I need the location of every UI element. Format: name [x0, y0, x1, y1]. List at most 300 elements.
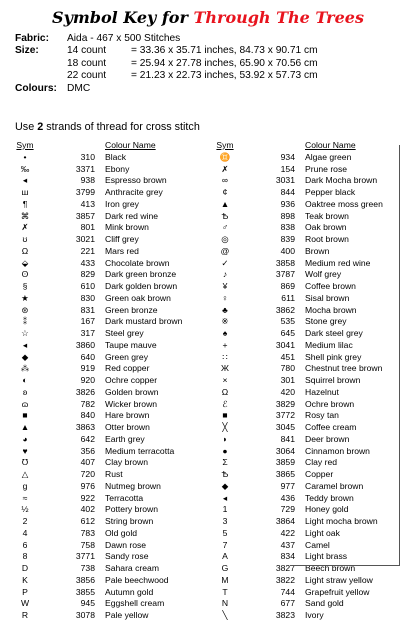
symbol: ⌘ [20, 210, 30, 221]
key-row [10, 269, 205, 281]
dmc-number: 831 [80, 304, 95, 315]
header-dmc [240, 140, 305, 152]
page-title [0, 8, 416, 27]
colour-name: Espresso brown [105, 175, 167, 186]
symbol: Ѣ [221, 469, 229, 479]
symbol: 6 [22, 539, 28, 550]
symbol: D [21, 563, 29, 573]
dmc-number: 729 [280, 504, 295, 515]
symbol: 2 [22, 516, 28, 526]
symbol: ■ [222, 410, 228, 421]
dmc-number: 977 [280, 480, 295, 491]
key-row [210, 540, 415, 552]
strand-instruction: Use 2 strands of thread for cross stitch [15, 121, 200, 133]
symbol: ⬙ [21, 257, 29, 268]
key-row [10, 363, 205, 375]
key-row [210, 293, 415, 305]
key-row [10, 446, 205, 458]
dmc-number: 420 [280, 386, 295, 397]
colour-name: Green grey [105, 351, 148, 362]
colour-name: Nutmeg brown [105, 480, 161, 491]
symbol: + [222, 339, 228, 350]
colour-name: Prune rose [305, 163, 348, 174]
colour-name: Ochre brown [305, 398, 355, 409]
dmc-number: 3045 [275, 422, 295, 432]
colours-row [15, 83, 318, 95]
key-row [10, 551, 205, 563]
colour-name: Mink brown [105, 222, 149, 233]
dmc-number: 3826 [75, 386, 95, 397]
symbol: ☆ [21, 328, 29, 338]
colour-name: Hazelnut [305, 386, 339, 397]
key-row [210, 222, 415, 234]
divider-vertical [399, 145, 400, 565]
dmc-number: 437 [280, 539, 295, 550]
symbol: ɷ [21, 398, 29, 409]
dmc-number: 310 [80, 151, 95, 162]
colour-name: Autumn gold [105, 586, 154, 597]
symbol: △ [21, 469, 29, 479]
key-row [210, 246, 415, 258]
symbol: G [221, 563, 229, 573]
key-row [210, 422, 415, 434]
key-row [210, 575, 415, 587]
colour-name: Algae green [305, 151, 352, 162]
colour-name: Hare brown [105, 410, 150, 421]
key-row [210, 516, 415, 528]
symbol: P [22, 586, 28, 597]
colour-name: Chestnut tree brown [305, 363, 383, 374]
colour-name: Light mocha brown [305, 516, 378, 526]
key-row [10, 469, 205, 481]
dmc-number: 645 [280, 328, 295, 338]
key-row [10, 410, 205, 422]
dmc-number: 356 [80, 445, 95, 456]
colour-name: Dark green bronze [105, 269, 177, 280]
key-row [210, 211, 415, 223]
size-label: Size: [15, 45, 39, 57]
colour-name: Ebony [105, 163, 130, 174]
colour-name: Clay brown [105, 457, 148, 468]
key-row [10, 434, 205, 446]
dmc-number: 844 [280, 187, 295, 197]
colour-name: Chocolate brown [105, 257, 170, 268]
dmc-number: 167 [80, 316, 95, 327]
dmc-number: 433 [80, 257, 95, 268]
dmc-number: 3078 [75, 610, 95, 620]
colour-name: Dark Mocha brown [305, 175, 378, 186]
key-row [10, 540, 205, 552]
key-row [210, 528, 415, 540]
dmc-number: 3860 [75, 339, 95, 350]
symbol: N [221, 598, 229, 609]
title-part2: Through The Trees [193, 8, 364, 27]
symbol: ◆ [221, 480, 229, 491]
symbol: ʊ [22, 234, 28, 244]
symbol: ♂ [221, 222, 229, 233]
key-row [10, 387, 205, 399]
dmc-number: 840 [80, 410, 95, 421]
symbol: ★ [21, 292, 29, 303]
dmc-number: 839 [280, 234, 295, 244]
dmc-number: 3827 [275, 563, 295, 573]
dmc-number: 413 [80, 198, 95, 209]
dmc-number: 3865 [275, 469, 295, 479]
dmc-number: 829 [80, 269, 95, 280]
key-row [10, 516, 205, 528]
size-row-22 [15, 70, 318, 82]
title-part1: Symbol Key for [52, 8, 188, 27]
dmc-number: 3864 [275, 516, 295, 526]
dmc-number: 3772 [275, 410, 295, 421]
dmc-number: 838 [280, 222, 295, 233]
key-row [210, 493, 415, 505]
colour-name: Medium red wine [305, 257, 371, 268]
symbol: ♀ [221, 292, 229, 303]
fabric-info [15, 33, 318, 95]
dmc-number: 934 [280, 151, 295, 162]
symbol: ½ [21, 504, 29, 515]
dmc-number: 938 [80, 175, 95, 186]
symbol: ● [222, 445, 228, 456]
colour-name: Mars red [105, 245, 139, 256]
colour-name: Light oak [305, 527, 340, 538]
dmc-number: 3857 [75, 210, 95, 221]
symbol: 8 [22, 551, 28, 562]
symbol: Ж [221, 363, 229, 374]
colour-name: Clay red [305, 457, 337, 468]
size-14: 14 count = 33.36 x 35.71 inches, 84.73 x 90.71 cm [67, 45, 318, 57]
fabric-value: Aida - 467 x 500 Stitches [67, 33, 181, 44]
size-row-18 [15, 58, 318, 70]
dmc-number: 436 [280, 492, 295, 503]
key-row [10, 598, 205, 610]
colour-name: Sandy rose [105, 551, 149, 562]
dmc-number: 3021 [75, 234, 95, 244]
symbol-key-right [210, 140, 415, 622]
dmc-number: 945 [80, 598, 95, 609]
colour-name: Dark golden brown [105, 281, 178, 291]
colour-name: Copper [305, 469, 334, 479]
colour-name: Dark steel grey [305, 328, 363, 338]
symbol: ♠ [222, 328, 228, 338]
dmc-number: 744 [280, 586, 295, 597]
symbol: Ѣ [221, 210, 229, 221]
key-row [210, 199, 415, 211]
dmc-number: 3856 [75, 574, 95, 585]
symbol: Ω [221, 386, 229, 397]
dmc-number: 782 [80, 398, 95, 409]
key-row [10, 152, 205, 164]
size-22: 22 count = 21.23 x 22.73 inches, 53.92 x 57.73 cm [67, 70, 318, 82]
symbol: 7 [222, 539, 228, 550]
dmc-number: 920 [80, 375, 95, 385]
colour-name: Otter brown [105, 422, 150, 432]
symbol: ∞ [221, 175, 229, 186]
key-row [10, 246, 205, 258]
symbol: 3 [222, 516, 228, 526]
key-row [10, 234, 205, 246]
key-row [10, 399, 205, 411]
key-row [10, 328, 205, 340]
dmc-number: 535 [280, 316, 295, 327]
key-row [210, 387, 415, 399]
colour-name: Brown [305, 245, 330, 256]
colour-name: Rosy tan [305, 410, 339, 421]
key-row [210, 410, 415, 422]
key-row [10, 305, 205, 317]
symbol: W [20, 598, 30, 609]
size-row [15, 45, 318, 57]
symbol: g [22, 480, 28, 491]
symbol: R [21, 610, 29, 620]
symbol: T [222, 586, 228, 597]
symbol: × [222, 375, 228, 385]
key-row [210, 610, 415, 622]
key-row [10, 610, 205, 622]
dmc-number: 3787 [275, 269, 295, 280]
symbol: ¥ [222, 281, 228, 291]
symbol: ¢ [222, 187, 228, 197]
key-row [210, 352, 415, 364]
key-row [210, 469, 415, 481]
dmc-number: 3862 [275, 304, 295, 315]
dmc-number: 611 [281, 292, 295, 303]
symbol: 5 [222, 527, 228, 538]
dmc-number: 3371 [75, 163, 95, 174]
dmc-number: 3799 [75, 187, 95, 197]
key-row [210, 375, 415, 387]
symbol: Σ [222, 457, 228, 468]
symbol: ℧ [21, 457, 29, 468]
colour-name: Beech brown [305, 563, 356, 573]
key-row [210, 187, 415, 199]
dmc-number: 642 [80, 433, 95, 444]
header-sym: Sym [216, 140, 234, 150]
colour-name: Pepper black [305, 187, 356, 197]
dmc-number: 3041 [275, 339, 295, 350]
colour-name: Deer brown [305, 433, 350, 444]
colour-name: Old gold [105, 527, 138, 538]
key-row [10, 211, 205, 223]
colour-name: Oaktree moss green [305, 198, 383, 209]
symbol: ⁑ [22, 316, 28, 327]
strand-count: 2 [37, 121, 44, 133]
symbol: ⊛ [21, 304, 29, 315]
dmc-number: 317 [80, 328, 95, 338]
key-row [10, 422, 205, 434]
colour-name: Root brown [305, 234, 349, 244]
dmc-number: 3863 [75, 422, 95, 432]
colour-name: Wicker brown [105, 398, 158, 409]
colour-name: Grapefruit yellow [305, 586, 370, 597]
symbol: ╲ [222, 610, 228, 620]
dmc-number: 919 [80, 363, 95, 374]
colour-name: Pale beechwood [105, 574, 169, 585]
key-row [210, 504, 415, 516]
colour-name: Stone grey [305, 316, 347, 327]
key-row [210, 434, 415, 446]
dmc-number: 758 [80, 539, 95, 550]
symbol: ¶ [22, 198, 28, 209]
header-colour-name: Colour Name [305, 140, 356, 150]
key-row [10, 293, 205, 305]
dmc-number: 801 [80, 222, 95, 233]
key-row [10, 164, 205, 176]
key-row [210, 269, 415, 281]
key-row [10, 187, 205, 199]
symbol: ‰ [20, 163, 30, 174]
symbol: ▲ [220, 198, 230, 209]
dmc-number: 738 [80, 563, 95, 573]
symbol: ■ [22, 410, 28, 421]
dmc-number: 830 [80, 292, 95, 303]
key-row [210, 305, 415, 317]
dmc-number: 841 [280, 433, 295, 444]
dmc-number: 3858 [275, 257, 295, 268]
colour-name: Light brass [305, 551, 348, 562]
dmc-number: 898 [280, 210, 295, 221]
dmc-number: 780 [280, 363, 295, 374]
dmc-number: 834 [280, 551, 295, 562]
fabric-label: Fabric: [15, 33, 49, 44]
colour-name: Teak brown [305, 210, 349, 221]
symbol: ш [21, 187, 29, 197]
key-row [210, 152, 415, 164]
colour-name: Shell pink grey [305, 351, 362, 362]
colour-name: Taupe mauve [105, 339, 157, 350]
dmc-number: 400 [280, 245, 295, 256]
symbol: 1 [222, 504, 228, 515]
colour-name: Pale yellow [105, 610, 149, 620]
key-row [210, 258, 415, 270]
colour-name: Sahara cream [105, 563, 159, 573]
key-row [10, 457, 205, 469]
key-row [10, 493, 205, 505]
dmc-number: 783 [80, 527, 95, 538]
symbol: § [22, 281, 28, 291]
key-row [210, 328, 415, 340]
key-row [210, 446, 415, 458]
symbol: ♣ [222, 304, 228, 315]
key-row [10, 281, 205, 293]
symbol: ≈ [22, 492, 28, 503]
key-row [210, 598, 415, 610]
colour-name: Iron grey [105, 198, 139, 209]
symbol: ∷ [222, 351, 228, 362]
dmc-number: 640 [80, 351, 95, 362]
symbol: ◕ [22, 433, 28, 444]
colour-name: Ivory [305, 610, 324, 620]
colour-name: Ochre copper [105, 375, 158, 385]
key-row [10, 481, 205, 493]
symbol: ♪ [222, 269, 228, 280]
dmc-number: 3855 [75, 586, 95, 597]
symbol: ◐ [22, 375, 28, 385]
symbol: ♊ [219, 151, 231, 162]
symbol: A [222, 551, 228, 562]
key-row [10, 528, 205, 540]
key-row [210, 164, 415, 176]
key-row [10, 316, 205, 328]
colour-name: Golden brown [105, 386, 159, 397]
colour-name: Honey gold [305, 504, 349, 515]
symbol: ♥ [22, 445, 28, 456]
header-colour-name: Colour Name [105, 140, 156, 150]
symbol: 4 [22, 527, 28, 538]
symbol: ◂ [22, 339, 28, 350]
symbol: ⁂ [20, 363, 30, 374]
colour-name: Red copper [105, 363, 150, 374]
dmc-number: 3031 [275, 175, 295, 186]
key-row [210, 316, 415, 328]
symbol: ✗ [221, 163, 229, 174]
symbol: ◗ [222, 433, 228, 444]
colour-name: Sand gold [305, 598, 344, 609]
colour-name: Light straw yellow [305, 574, 373, 585]
colour-name: Green oak brown [105, 292, 171, 303]
symbol: ✗ [21, 222, 29, 233]
symbol: ʚ [22, 386, 28, 397]
key-row [10, 222, 205, 234]
key-row [10, 175, 205, 187]
header-sym: Sym [16, 140, 34, 150]
colour-name: Wolf grey [305, 269, 342, 280]
dmc-number: 869 [280, 281, 295, 291]
key-row [210, 281, 415, 293]
symbol: ▲ [20, 422, 30, 432]
colour-name: Steel grey [105, 328, 144, 338]
colour-name: Mocha brown [305, 304, 357, 315]
dmc-number: 154 [280, 163, 295, 174]
colour-name: Teddy brown [305, 492, 354, 503]
colour-name: Green bronze [105, 304, 158, 315]
symbol: ʘ [21, 269, 29, 280]
header-dmc [40, 140, 105, 152]
colour-name: Cliff grey [105, 234, 139, 244]
colour-name: Eggshell cream [105, 598, 165, 609]
key-header [210, 140, 415, 152]
colour-name: Coffee brown [305, 281, 356, 291]
key-row [10, 575, 205, 587]
divider-horizontal [290, 565, 400, 566]
colour-name: Earth grey [105, 433, 145, 444]
key-row [10, 587, 205, 599]
key-row [210, 551, 415, 563]
fabric-row [15, 33, 318, 45]
dmc-number: 301 [280, 375, 295, 385]
key-row [10, 352, 205, 364]
key-row [210, 363, 415, 375]
colour-name: Rust [105, 469, 123, 479]
symbol: ◂ [222, 492, 228, 503]
symbol: ✓ [221, 257, 229, 268]
dmc-number: 3064 [275, 445, 295, 456]
dmc-number: 610 [80, 281, 95, 291]
key-row [210, 175, 415, 187]
colour-name: Medium lilac [305, 339, 353, 350]
key-row [210, 587, 415, 599]
colour-name: Black [105, 151, 127, 162]
colour-name: Dark mustard brown [105, 316, 183, 327]
symbol: @ [220, 245, 230, 256]
symbol: • [23, 151, 27, 162]
dmc-number: 3822 [275, 574, 295, 585]
dmc-number: 976 [80, 480, 95, 491]
key-row [210, 399, 415, 411]
dmc-number: 612 [80, 516, 95, 526]
key-row [10, 258, 205, 270]
